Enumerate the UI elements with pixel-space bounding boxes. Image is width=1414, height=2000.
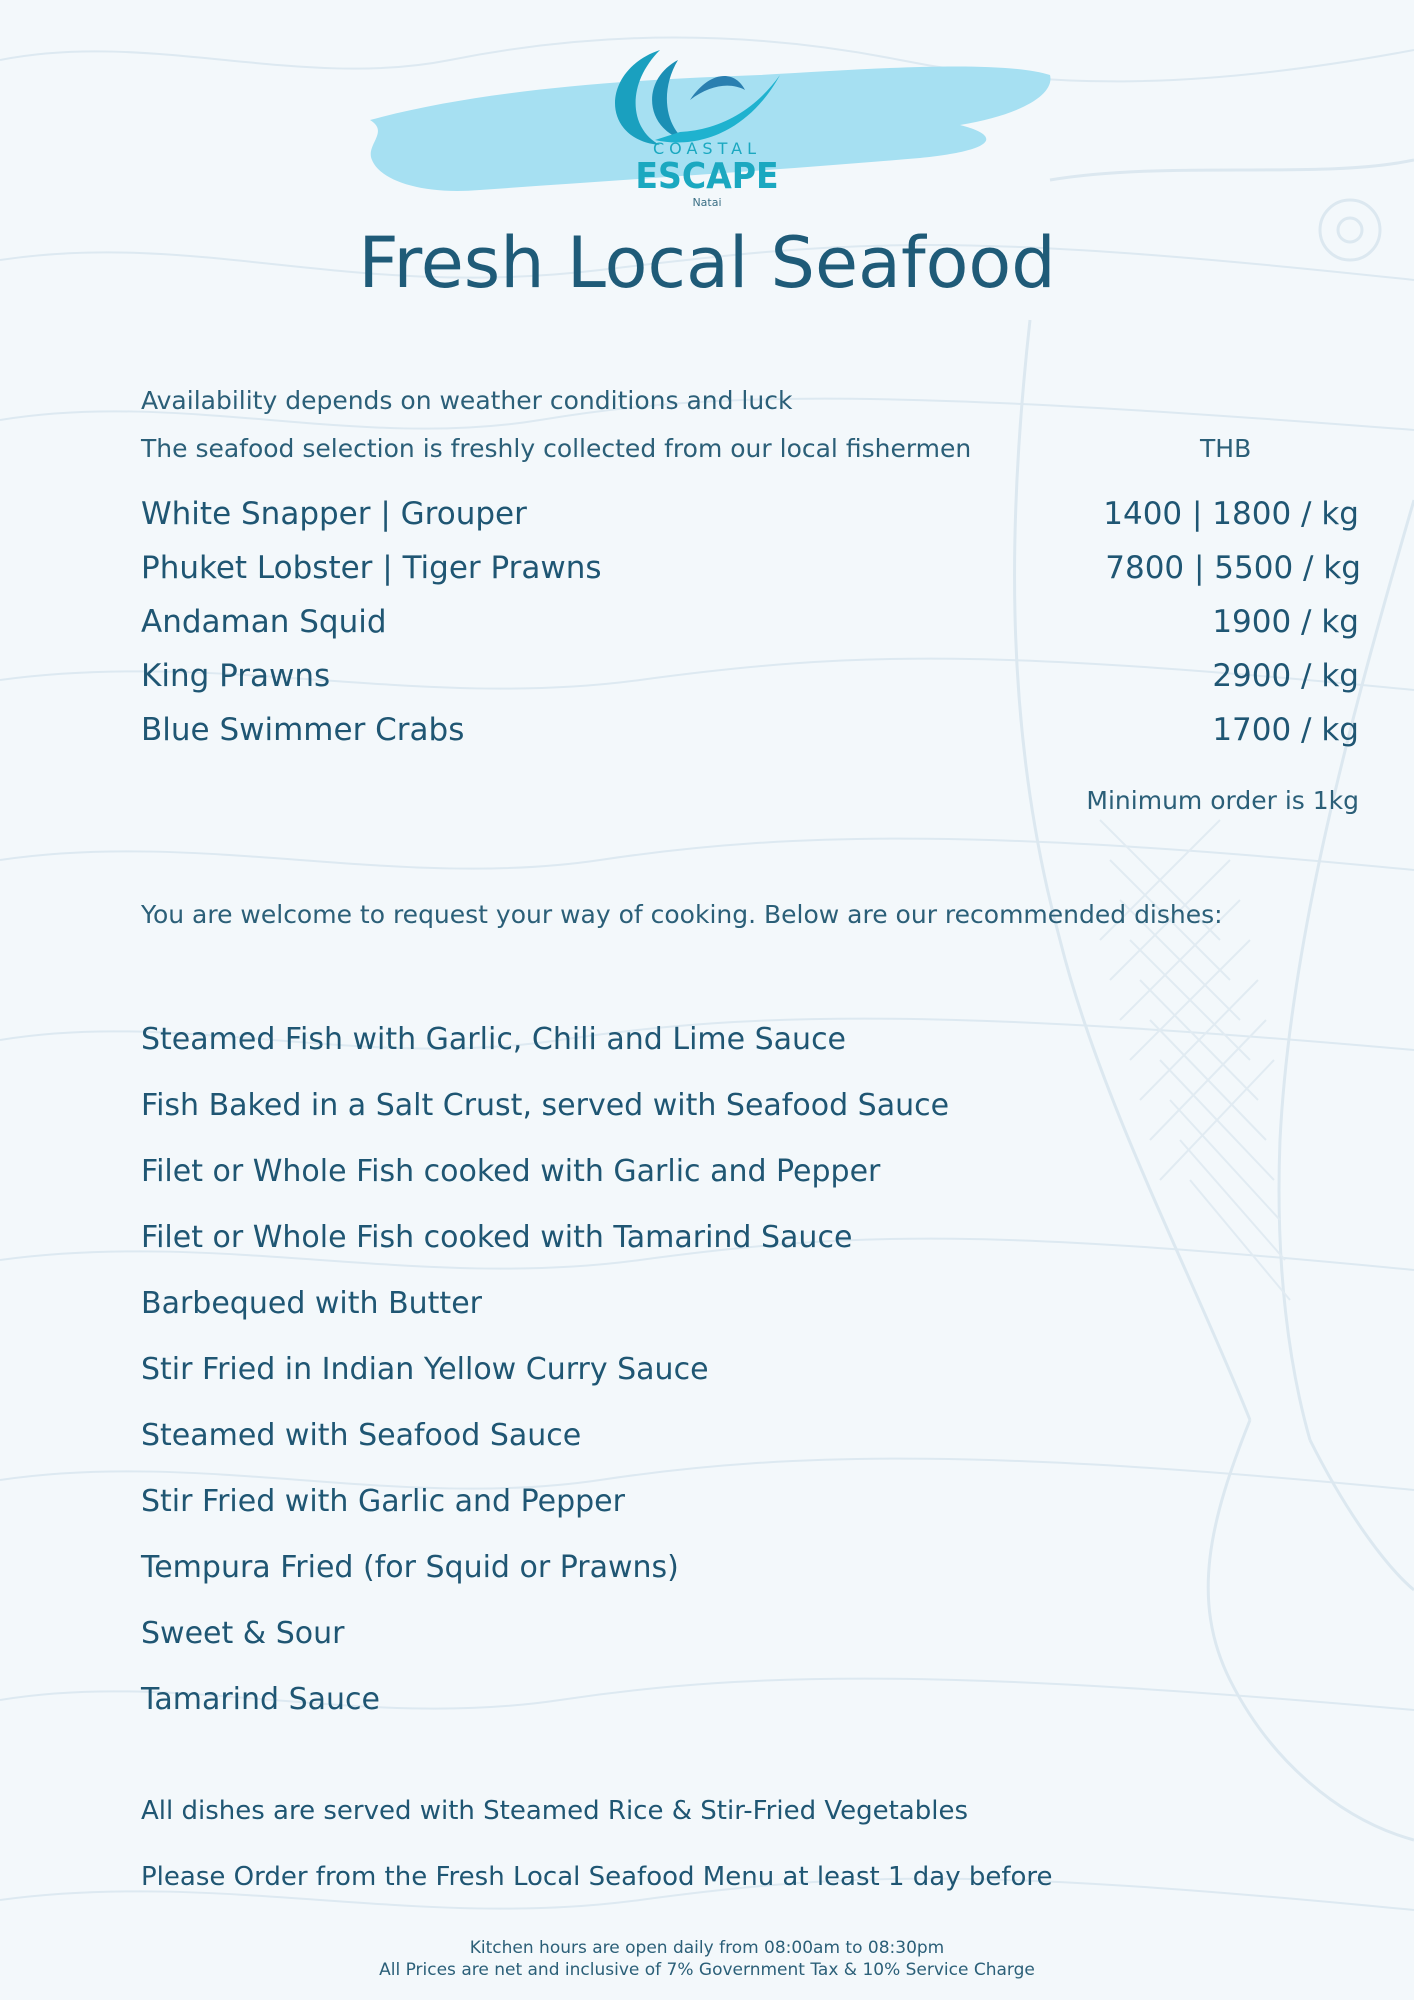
minimum-order-note: Minimum order is 1kg	[1086, 786, 1359, 815]
served-with-note: All dishes are served with Steamed Rice & Stir-Fried Vegetables	[141, 1796, 969, 1826]
brand-coastal: COASTAL	[653, 139, 761, 158]
seafood-item-price: 1700 / kg	[1212, 712, 1359, 748]
order-notice: Please Order from the Fresh Local Seafood Menu at least 1 day before	[141, 1862, 1053, 1892]
dish-item: Filet or Whole Fish cooked with Tamarind Sauce	[141, 1220, 853, 1255]
dish-item: Fish Baked in a Salt Crust, served with Seafood Sauce	[141, 1088, 950, 1123]
seafood-item-price: 2900 / kg	[1212, 658, 1359, 694]
dish-item: Tamarind Sauce	[141, 1682, 381, 1717]
cooking-request-note: You are welcome to request your way of cooking. Below are our recommended dishes:	[141, 900, 1223, 929]
dish-item: Stir Fried with Garlic and Pepper	[141, 1484, 625, 1519]
sourcing-note: The seafood selection is freshly collected from our local fishermen	[141, 434, 972, 463]
dish-item: Stir Fried in Indian Yellow Curry Sauce	[141, 1352, 709, 1387]
dish-item: Tempura Fried (for Squid or Prawns)	[141, 1550, 679, 1585]
brand-escape: ESCAPE	[635, 156, 779, 197]
seafood-item-price: 1900 / kg	[1212, 604, 1359, 640]
seafood-item-name: Phuket Lobster | Tiger Prawns	[141, 550, 602, 586]
dish-item: Barbequed with Butter	[141, 1286, 482, 1321]
seafood-item-name: King Prawns	[141, 658, 331, 694]
seafood-item-name: White Snapper | Grouper	[141, 496, 527, 532]
seafood-item-price: 1400 | 1800 / kg	[1103, 496, 1359, 532]
seafood-item-name: Blue Swimmer Crabs	[141, 712, 465, 748]
availability-note: Availability depends on weather conditions and luck	[141, 386, 793, 415]
seafood-item-name: Andaman Squid	[141, 604, 387, 640]
dish-item: Sweet & Sour	[141, 1616, 345, 1651]
page-title: Fresh Local Seafood	[358, 222, 1056, 304]
kitchen-hours: Kitchen hours are open daily from 08:00am to 08:30pm	[469, 1938, 945, 1958]
dish-item: Steamed Fish with Garlic, Chili and Lime Sauce	[141, 1022, 847, 1057]
brand-location: Natai	[692, 196, 722, 209]
dish-item: Steamed with Seafood Sauce	[141, 1418, 582, 1453]
currency-label: THB	[1200, 434, 1252, 463]
dish-item: Filet or Whole Fish cooked with Garlic and Pepper	[141, 1154, 881, 1189]
tax-note: All Prices are net and inclusive of 7% Government Tax & 10% Service Charge	[379, 1960, 1035, 1980]
seafood-item-price: 7800 | 5500 / kg	[1105, 550, 1361, 586]
fish-sketch-illustration	[990, 120, 1414, 1920]
